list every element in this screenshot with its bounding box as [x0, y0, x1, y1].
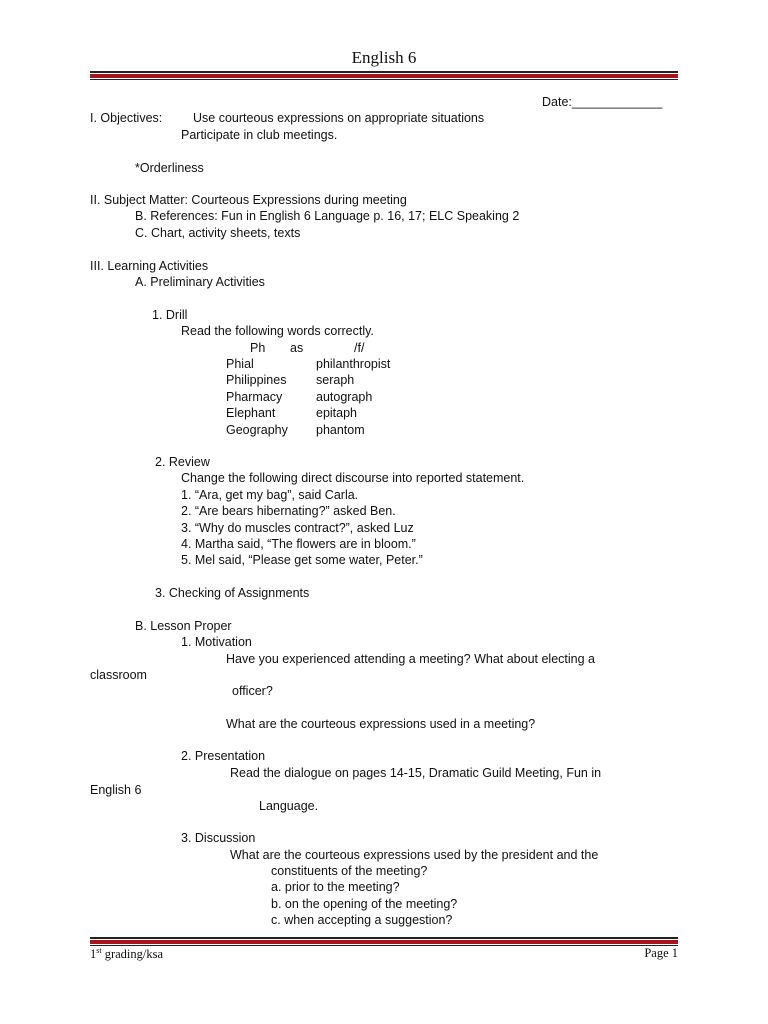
learning-activities-heading: III. Learning Activities: [90, 259, 209, 273]
drill-instruction: Read the following words correctly.: [181, 324, 374, 338]
discussion-line: constituents of the meeting?: [271, 864, 428, 878]
footer-left: [90, 946, 163, 962]
discussion-line: What are the courteous expressions used by the president and the: [230, 848, 599, 862]
drill-heading: 1. Drill: [152, 308, 188, 322]
motivation-heading: 1. Motivation: [181, 635, 252, 649]
objective-value: *Orderliness: [135, 161, 204, 175]
page-number: Page 1: [644, 946, 678, 960]
subject-matter-line: II. Subject Matter: Courteous Expressions during meeting: [90, 193, 407, 207]
discussion-item: c. when accepting a suggestion?: [271, 913, 453, 927]
presentation-heading: 2. Presentation: [181, 749, 266, 763]
drill-word: Pharmacy: [226, 390, 283, 404]
review-item: 1. “Ara, get my bag”, said Carla.: [181, 488, 359, 502]
footer-rule: [90, 937, 678, 946]
footer-grading-text: grading/ksa: [101, 947, 164, 962]
motivation-line: Have you experienced attending a meeting? What about electing a: [226, 652, 595, 666]
checking-assignments: 3. Checking of Assignments: [155, 586, 310, 600]
drill-word: phantom: [316, 423, 365, 437]
discussion-heading: 3. Discussion: [181, 831, 256, 845]
presentation-line: Read the dialogue on pages 14-15, Dramatic Guild Meeting, Fun in: [230, 766, 602, 780]
lesson-proper-heading: B. Lesson Proper: [135, 619, 232, 633]
review-item: 5. Mel said, “Please get some water, Peter.”: [181, 553, 423, 567]
footer-grading-suffix: st: [96, 946, 102, 955]
review-item: 4. Martha said, “The flowers are in bloom.”: [181, 537, 416, 551]
footer-grading-number: 1: [90, 947, 97, 962]
drill-word: philanthropist: [316, 357, 391, 371]
references-line: B. References: Fun in English 6 Language p. 16, 17; ELC Speaking 2: [135, 209, 520, 223]
materials-line: C. Chart, activity sheets, texts: [135, 226, 301, 240]
drill-word: epitaph: [316, 406, 358, 420]
drill-word: Phial: [226, 357, 254, 371]
objective-line-1: Use courteous expressions on appropriate situations: [193, 111, 485, 125]
review-instruction: Change the following direct discourse into reported statement.: [181, 471, 525, 485]
review-heading: 2. Review: [155, 455, 210, 469]
presentation-line: Language.: [259, 799, 319, 813]
drill-word: Geography: [226, 423, 288, 437]
header-rule: [90, 71, 678, 80]
discussion-item: a. prior to the meeting?: [271, 880, 400, 894]
page-title: English 6: [351, 48, 417, 67]
drill-ph: Ph: [250, 341, 266, 355]
date-field: Date:_____________: [542, 95, 663, 109]
drill-word: seraph: [316, 373, 355, 387]
motivation-line: classroom: [90, 668, 147, 682]
drill-word: autograph: [316, 390, 373, 404]
preliminary-activities-heading: A. Preliminary Activities: [135, 275, 265, 289]
drill-word: Elephant: [226, 406, 276, 420]
discussion-item: b. on the opening of the meeting?: [271, 897, 458, 911]
review-item: 3. “Why do muscles contract?”, asked Luz: [181, 521, 414, 535]
drill-f-sound: /f/: [354, 341, 365, 355]
motivation-line: What are the courteous expressions used in a meeting?: [226, 717, 536, 731]
objective-line-2: Participate in club meetings.: [181, 128, 338, 142]
review-item: 2. “Are bears hibernating?” asked Ben.: [181, 504, 396, 518]
presentation-line: English 6: [90, 783, 142, 797]
objectives-label: I. Objectives:: [90, 111, 163, 125]
drill-word: Philippines: [226, 373, 287, 387]
motivation-line: officer?: [232, 684, 273, 698]
drill-as: as: [290, 341, 304, 355]
